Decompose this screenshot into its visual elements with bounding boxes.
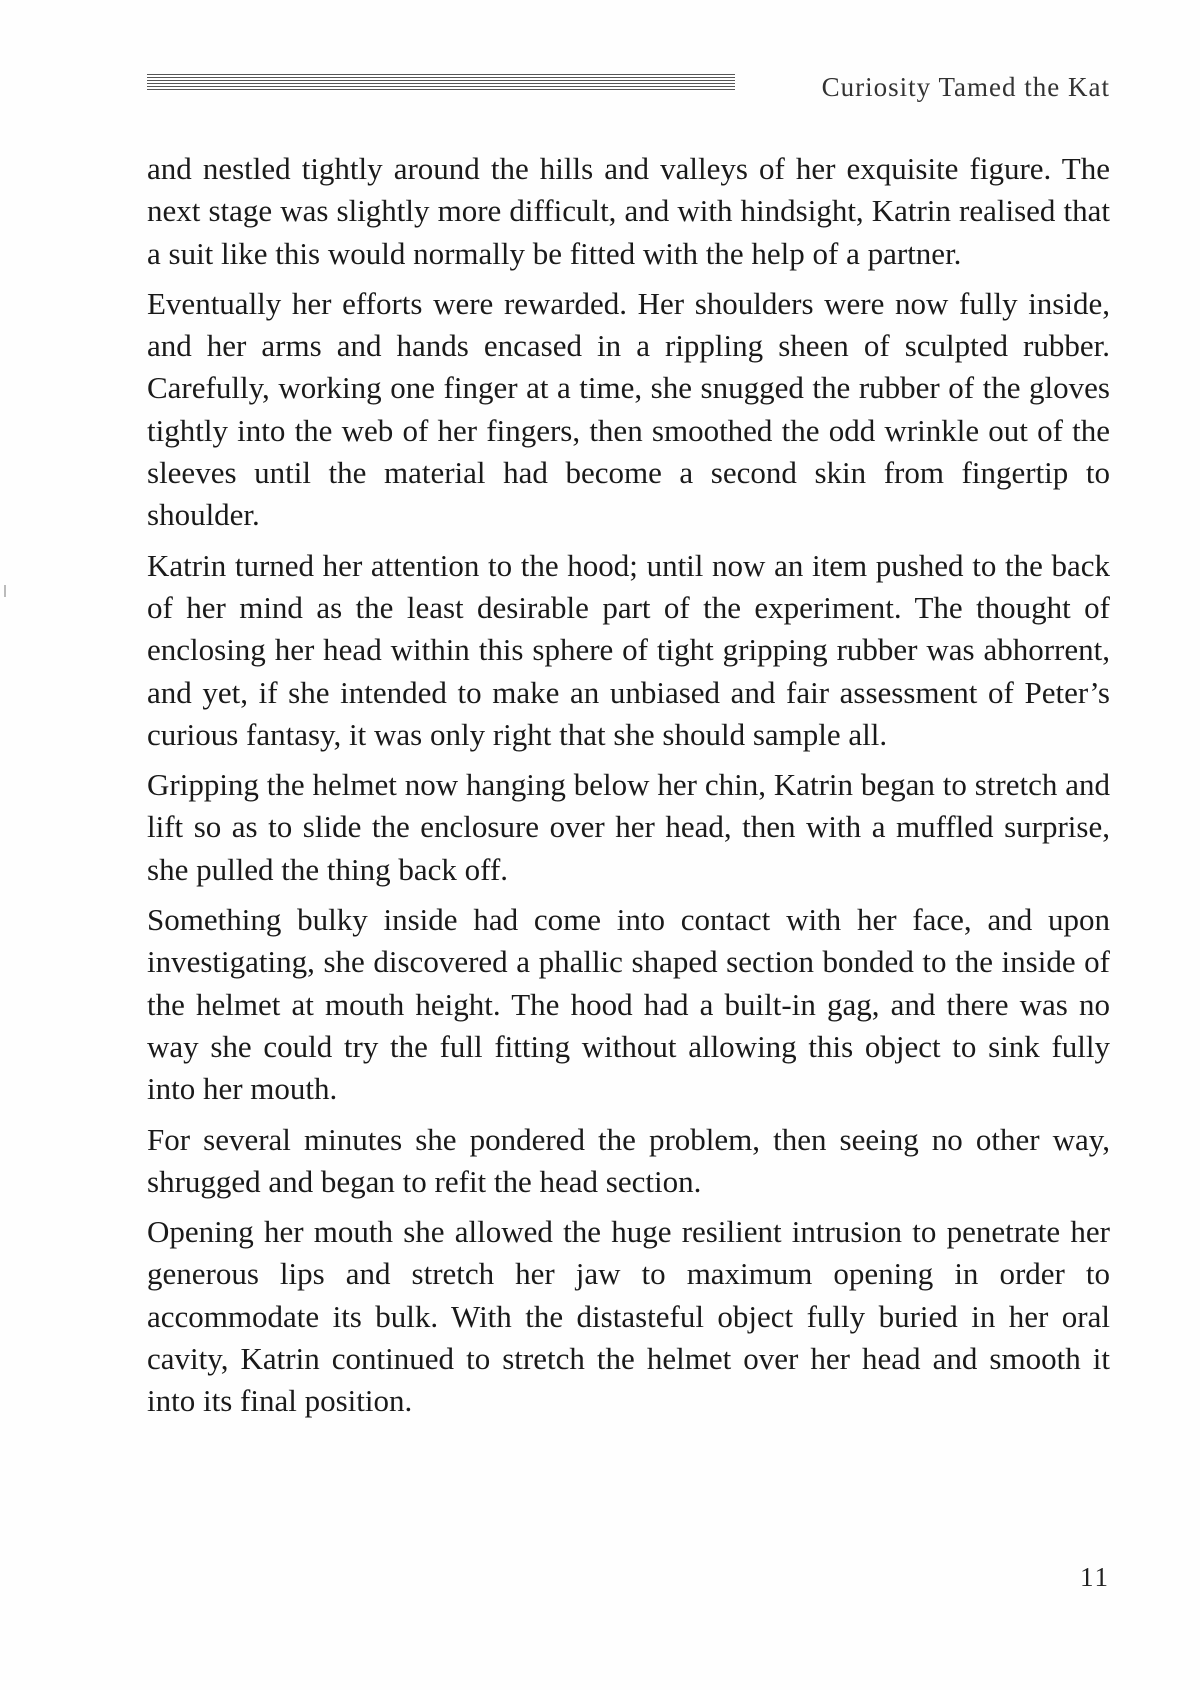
page-number: 11 — [1080, 1562, 1110, 1592]
header-rule — [147, 74, 735, 92]
paragraph: Eventually her efforts were rewarded. Her shoulders were now fully inside, and her arms and hands encased in a rippling sheen of sculpted rubber. Carefully, working one finger at a time, she snugged the rubber of the gloves tightly into the web of her fingers, then smoothed the odd wrinkle out of the sleeves until the material had become a second skin from fingertip to shoulder. — [147, 285, 1110, 533]
paragraph: Katrin turned her attention to the hood; until now an item pushed to the back of her mind as the least desirable part of the experiment. The thought of enclosing her head within this sphere of tight gripping rubber was abhorrent, and yet, if she intended to make an unbiased and fair assessment of Peter’s curious fantasy, it was only right that she should sample all. — [147, 547, 1110, 752]
paragraph: and nestled tightly around the hills and valleys of her exquisite figure. The next stage was slightly more difficult, and with hindsight, Katrin realised that a suit like this would normally be fitted with the help of a partner. — [147, 151, 1110, 271]
left-margin-mark — [4, 585, 6, 597]
paragraph: Gripping the helmet now hanging below her chin, Katrin began to stretch and lift so as to slide the enclosure over her head, then with a muffled surprise, she pulled the thing back off. — [147, 767, 1110, 887]
paragraph: For several minutes she pondered the problem, then seeing no other way, shrugged and began to refit the head section. — [147, 1121, 1110, 1199]
running-head-title: Curiosity Tamed the Kat — [821, 72, 1110, 102]
body-text — [147, 148, 1110, 1431]
paragraph: Something bulky inside had come into contact with her face, and upon investigating, she discovered a phallic shaped section bonded to the inside of the helmet at mouth height. The hood had a built-in gag, and there was no way she could try the full fitting without allowing this object to sink fully into her mouth. — [147, 902, 1110, 1107]
paragraph: Opening her mouth she allowed the huge resilient intrusion to penetrate her generous lips and stretch her jaw to maximum opening in order to accommodate its bulk. With the distasteful object fully buried in her oral cavity, Katrin continued to stretch the helmet over her head and smooth it into its final position. — [147, 1214, 1110, 1419]
